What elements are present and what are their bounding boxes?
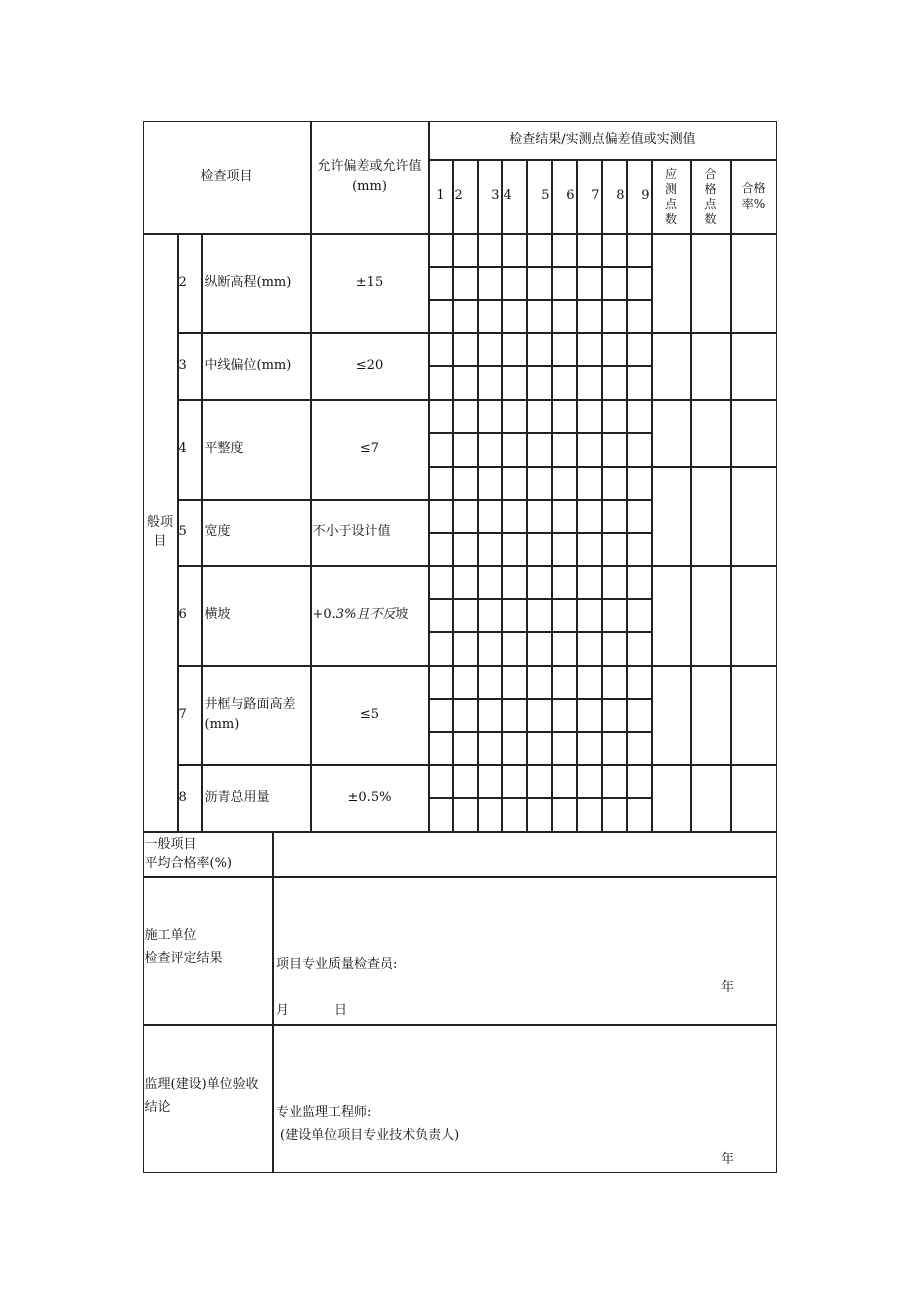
item-tolerance: 不小于设计值 [311,500,429,566]
measurement-cell[interactable] [627,400,652,433]
measurement-cell[interactable] [453,234,478,267]
qualified-points-cell[interactable] [691,333,731,400]
measurement-cell[interactable] [527,300,552,333]
contractor-label: 施工单位 检查评定结果 [143,877,273,1025]
measurement-cell[interactable] [502,666,527,699]
point-number-header: 9 [627,160,652,234]
should-measure-cell[interactable] [652,400,691,467]
measurement-cell[interactable] [478,666,502,699]
qualified-points-cell[interactable] [691,765,731,832]
measurement-cell[interactable] [502,267,527,300]
measurement-cell[interactable] [478,333,502,366]
measurement-cell[interactable] [602,566,627,599]
header-qualified-points [691,160,731,234]
measurement-cell[interactable] [527,732,552,765]
group-label-text: 般项目 [146,514,173,549]
measurement-cell[interactable] [552,599,577,632]
measurement-cell[interactable] [602,533,627,566]
point-number-header: 1 [429,160,453,234]
measurement-cell[interactable] [453,798,478,832]
item-tolerance: ±15 [311,234,429,333]
measurement-cell[interactable] [502,433,527,467]
day-label: 日 [334,1003,348,1018]
point-number-header: 7 [577,160,602,234]
item-name: 中线偏位(mm) [202,333,311,400]
measurement-cell[interactable] [627,798,652,832]
measurement-cell[interactable] [627,566,652,599]
measurement-cell[interactable] [527,699,552,732]
qualified-points-cell[interactable] [691,234,731,333]
measurement-cell[interactable] [429,433,453,467]
measurement-cell[interactable] [502,400,527,433]
point-number-header: 2 [453,160,478,234]
contractor-result[interactable] [273,877,777,1025]
pass-rate-cell[interactable] [731,333,777,400]
item-tolerance: ≤20 [311,333,429,400]
measurement-cell[interactable] [453,765,478,798]
measurement-cell[interactable] [453,400,478,433]
measurement-cell[interactable] [627,666,652,699]
item-number: 8 [178,765,202,832]
measurement-cell[interactable] [627,699,652,732]
measurement-cell[interactable] [429,267,453,300]
point-number-header: 3 [478,160,502,234]
measurement-cell[interactable] [502,533,527,566]
qualified-points-cell[interactable] [691,400,731,467]
measurement-cell[interactable] [429,467,453,500]
avg-pass-rate-value[interactable] [273,832,777,877]
measurement-cell[interactable] [453,666,478,699]
measurement-cell[interactable] [627,533,652,566]
measurement-cell[interactable] [429,400,453,433]
measurement-cell[interactable] [627,433,652,467]
measurement-cell[interactable] [602,366,627,400]
supervisor-engineer-label: 专业监理工程师: [276,1105,372,1120]
measurement-cell[interactable] [478,699,502,732]
item-number: 2 [178,234,202,333]
should-measure-cell[interactable] [652,566,691,666]
measurement-cell[interactable] [552,400,577,433]
measurement-cell[interactable] [627,467,652,500]
measurement-cell[interactable] [478,433,502,467]
measurement-cell[interactable] [527,765,552,798]
measurement-cell[interactable] [527,267,552,300]
qualified-points-cell[interactable] [691,467,731,566]
measurement-cell[interactable] [478,765,502,798]
qualified-points-cell[interactable] [691,666,731,765]
measurement-cell[interactable] [577,267,602,300]
header-pass-rate [731,160,777,234]
measurement-cell[interactable] [502,300,527,333]
measurement-cell[interactable] [453,632,478,666]
measurement-cell[interactable] [478,267,502,300]
measurement-cell[interactable] [577,666,602,699]
pass-rate-cell[interactable] [731,566,777,666]
header-tolerance: 允许偏差或允许值(mm) [311,121,429,234]
measurement-cell[interactable] [602,765,627,798]
tolerance-tail: 坡 [395,607,409,623]
measurement-cell[interactable] [502,333,527,366]
tolerance-plain: +0. [312,607,336,623]
item-number: 7 [178,666,202,765]
measurement-cell[interactable] [429,333,453,366]
item-name: 横坡 [202,566,311,666]
measurement-cell[interactable] [502,798,527,832]
measurement-cell[interactable] [429,666,453,699]
measurement-cell[interactable] [627,366,652,400]
measurement-cell[interactable] [527,599,552,632]
header-pass-rate-text: 合格率% [741,180,766,211]
measurement-cell[interactable] [453,732,478,765]
measurement-cell[interactable] [552,333,577,366]
measurement-cell[interactable] [527,333,552,366]
measurement-cell[interactable] [502,765,527,798]
measurement-cell[interactable] [527,500,552,533]
measurement-cell[interactable] [552,666,577,699]
measurement-cell[interactable] [577,366,602,400]
measurement-cell[interactable] [502,632,527,666]
measurement-cell[interactable] [478,366,502,400]
measurement-cell[interactable] [552,798,577,832]
point-number-header: 5 [527,160,552,234]
measurement-cell[interactable] [602,632,627,666]
measurement-cell[interactable] [552,765,577,798]
measurement-cell[interactable] [527,666,552,699]
measurement-cell[interactable] [577,400,602,433]
measurement-cell[interactable] [577,234,602,267]
item-name: 井框与路面高差(mm) [202,666,311,765]
measurement-cell[interactable] [453,467,478,500]
measurement-cell[interactable] [627,300,652,333]
header-qualified-points-text: 合格点数 [704,166,717,226]
header-should-measure-text: 应测点数 [664,166,677,226]
measurement-cell[interactable] [627,765,652,798]
item-name: 平整度 [202,400,311,500]
measurement-cell[interactable] [429,234,453,267]
measurement-cell[interactable] [453,533,478,566]
owner-tech-lead-label: (建设单位项目专业技术负责人) [280,1128,460,1143]
year-label-2: 年 [721,1152,735,1167]
measurement-cell[interactable] [429,699,453,732]
measurement-cell[interactable] [478,500,502,533]
measurement-cell[interactable] [577,533,602,566]
measurement-cell[interactable] [577,333,602,366]
item-tolerance: ≤7 [311,400,429,500]
measurement-cell[interactable] [453,500,478,533]
should-measure-cell[interactable] [652,333,691,400]
measurement-cell[interactable] [527,400,552,433]
measurement-cell[interactable] [627,333,652,366]
measurement-cell[interactable] [502,699,527,732]
measurement-cell[interactable] [429,765,453,798]
pass-rate-cell[interactable] [731,400,777,467]
should-measure-cell[interactable] [652,666,691,765]
measurement-cell[interactable] [453,333,478,366]
measurement-cell[interactable] [552,533,577,566]
measurement-cell[interactable] [429,300,453,333]
item-number: 4 [178,400,202,500]
measurement-cell[interactable] [453,699,478,732]
measurement-cell[interactable] [552,566,577,599]
measurement-cell[interactable] [552,366,577,400]
measurement-cell[interactable] [453,566,478,599]
measurement-cell[interactable] [602,467,627,500]
measurement-cell[interactable] [552,467,577,500]
measurement-cell[interactable] [429,732,453,765]
measurement-cell[interactable] [602,333,627,366]
measurement-cell[interactable] [552,500,577,533]
header-results: 检查结果/实测点偏差值或实测值 [429,121,777,160]
avg-pass-rate-label: 一般项目 平均合格率(%) [143,832,273,877]
measurement-cell[interactable] [478,533,502,566]
measurement-cell[interactable] [502,234,527,267]
measurement-cell[interactable] [478,566,502,599]
measurement-cell[interactable] [502,467,527,500]
measurement-cell[interactable] [602,500,627,533]
measurement-cell[interactable] [478,599,502,632]
measurement-cell[interactable] [577,732,602,765]
measurement-cell[interactable] [527,366,552,400]
measurement-cell[interactable] [429,500,453,533]
supervisor-label: 监理(建设)单位验收结论 [143,1025,273,1173]
measurement-cell[interactable] [453,366,478,400]
measurement-cell[interactable] [577,433,602,467]
measurement-cell[interactable] [627,234,652,267]
measurement-cell[interactable] [453,433,478,467]
measurement-cell[interactable] [602,300,627,333]
tolerance-italic: 3%且不反 [335,607,396,623]
measurement-cell[interactable] [602,400,627,433]
measurement-cell[interactable] [577,599,602,632]
measurement-cell[interactable] [577,699,602,732]
measurement-cell[interactable] [478,798,502,832]
measurement-cell[interactable] [552,267,577,300]
supervisor-result[interactable] [273,1025,777,1173]
measurement-cell[interactable] [602,798,627,832]
measurement-cell[interactable] [429,366,453,400]
should-measure-cell[interactable] [652,765,691,832]
item-name: 宽度 [202,500,311,566]
measurement-cell[interactable] [602,267,627,300]
pass-rate-cell[interactable] [731,467,777,566]
measurement-cell[interactable] [627,267,652,300]
measurement-cell[interactable] [502,566,527,599]
item-tolerance: ±0.5% [311,765,429,832]
measurement-cell[interactable] [602,666,627,699]
measurement-cell[interactable] [527,632,552,666]
item-number: 6 [178,566,202,666]
measurement-cell[interactable] [602,599,627,632]
measurement-cell[interactable] [527,234,552,267]
measurement-cell[interactable] [577,467,602,500]
measurement-cell[interactable] [527,566,552,599]
header-inspection-item: 检查项目 [143,121,311,234]
qualified-points-cell[interactable] [691,566,731,666]
measurement-cell[interactable] [478,234,502,267]
measurement-cell[interactable] [577,566,602,599]
measurement-cell[interactable] [602,699,627,732]
should-measure-cell[interactable] [652,234,691,333]
measurement-cell[interactable] [429,533,453,566]
measurement-cell[interactable] [429,599,453,632]
measurement-cell[interactable] [627,599,652,632]
measurement-cell[interactable] [552,234,577,267]
measurement-cell[interactable] [478,400,502,433]
item-tolerance: ≤5 [311,666,429,765]
point-number-header: 8 [602,160,627,234]
item-name: 纵断高程(mm) [202,234,311,333]
measurement-cell[interactable] [502,732,527,765]
measurement-cell[interactable] [429,566,453,599]
measurement-cell[interactable] [478,300,502,333]
should-measure-cell[interactable] [652,467,691,566]
header-should-measure [652,160,691,234]
measurement-cell[interactable] [527,533,552,566]
item-number: 3 [178,333,202,400]
measurement-cell[interactable] [552,433,577,467]
measurement-cell[interactable] [602,234,627,267]
group-spacer [143,234,178,500]
measurement-cell[interactable] [577,632,602,666]
measurement-cell[interactable] [478,732,502,765]
item-number: 5 [178,500,202,566]
measurement-cell[interactable] [577,300,602,333]
measurement-cell[interactable] [527,433,552,467]
pass-rate-cell[interactable] [731,234,777,333]
month-label: 月 [276,1003,290,1018]
measurement-cell[interactable] [502,366,527,400]
point-number-header: 6 [552,160,577,234]
measurement-cell[interactable] [429,798,453,832]
measurement-cell[interactable] [577,500,602,533]
measurement-cell[interactable] [577,765,602,798]
measurement-cell[interactable] [478,467,502,500]
measurement-cell[interactable] [627,732,652,765]
group-label [143,500,178,566]
measurement-cell[interactable] [453,300,478,333]
item-tolerance [311,566,429,666]
measurement-cell[interactable] [552,300,577,333]
measurement-cell[interactable] [602,433,627,467]
measurement-cell[interactable] [627,500,652,533]
measurement-cell[interactable] [453,267,478,300]
year-label: 年 [721,980,735,995]
measurement-cell[interactable] [453,599,478,632]
measurement-cell[interactable] [502,599,527,632]
measurement-cell[interactable] [527,798,552,832]
measurement-cell[interactable] [627,632,652,666]
measurement-cell[interactable] [478,632,502,666]
pass-rate-cell[interactable] [731,666,777,765]
pass-rate-cell[interactable] [731,765,777,832]
measurement-cell[interactable] [552,632,577,666]
measurement-cell[interactable] [602,732,627,765]
measurement-cell[interactable] [577,798,602,832]
measurement-cell[interactable] [502,500,527,533]
qc-inspector-label: 项目专业质量检查员: [276,957,398,972]
measurement-cell[interactable] [552,699,577,732]
measurement-cell[interactable] [527,467,552,500]
measurement-cell[interactable] [552,732,577,765]
point-number-header: 4 [502,160,527,234]
group-spacer [143,566,178,832]
item-name: 沥青总用量 [202,765,311,832]
measurement-cell[interactable] [429,632,453,666]
